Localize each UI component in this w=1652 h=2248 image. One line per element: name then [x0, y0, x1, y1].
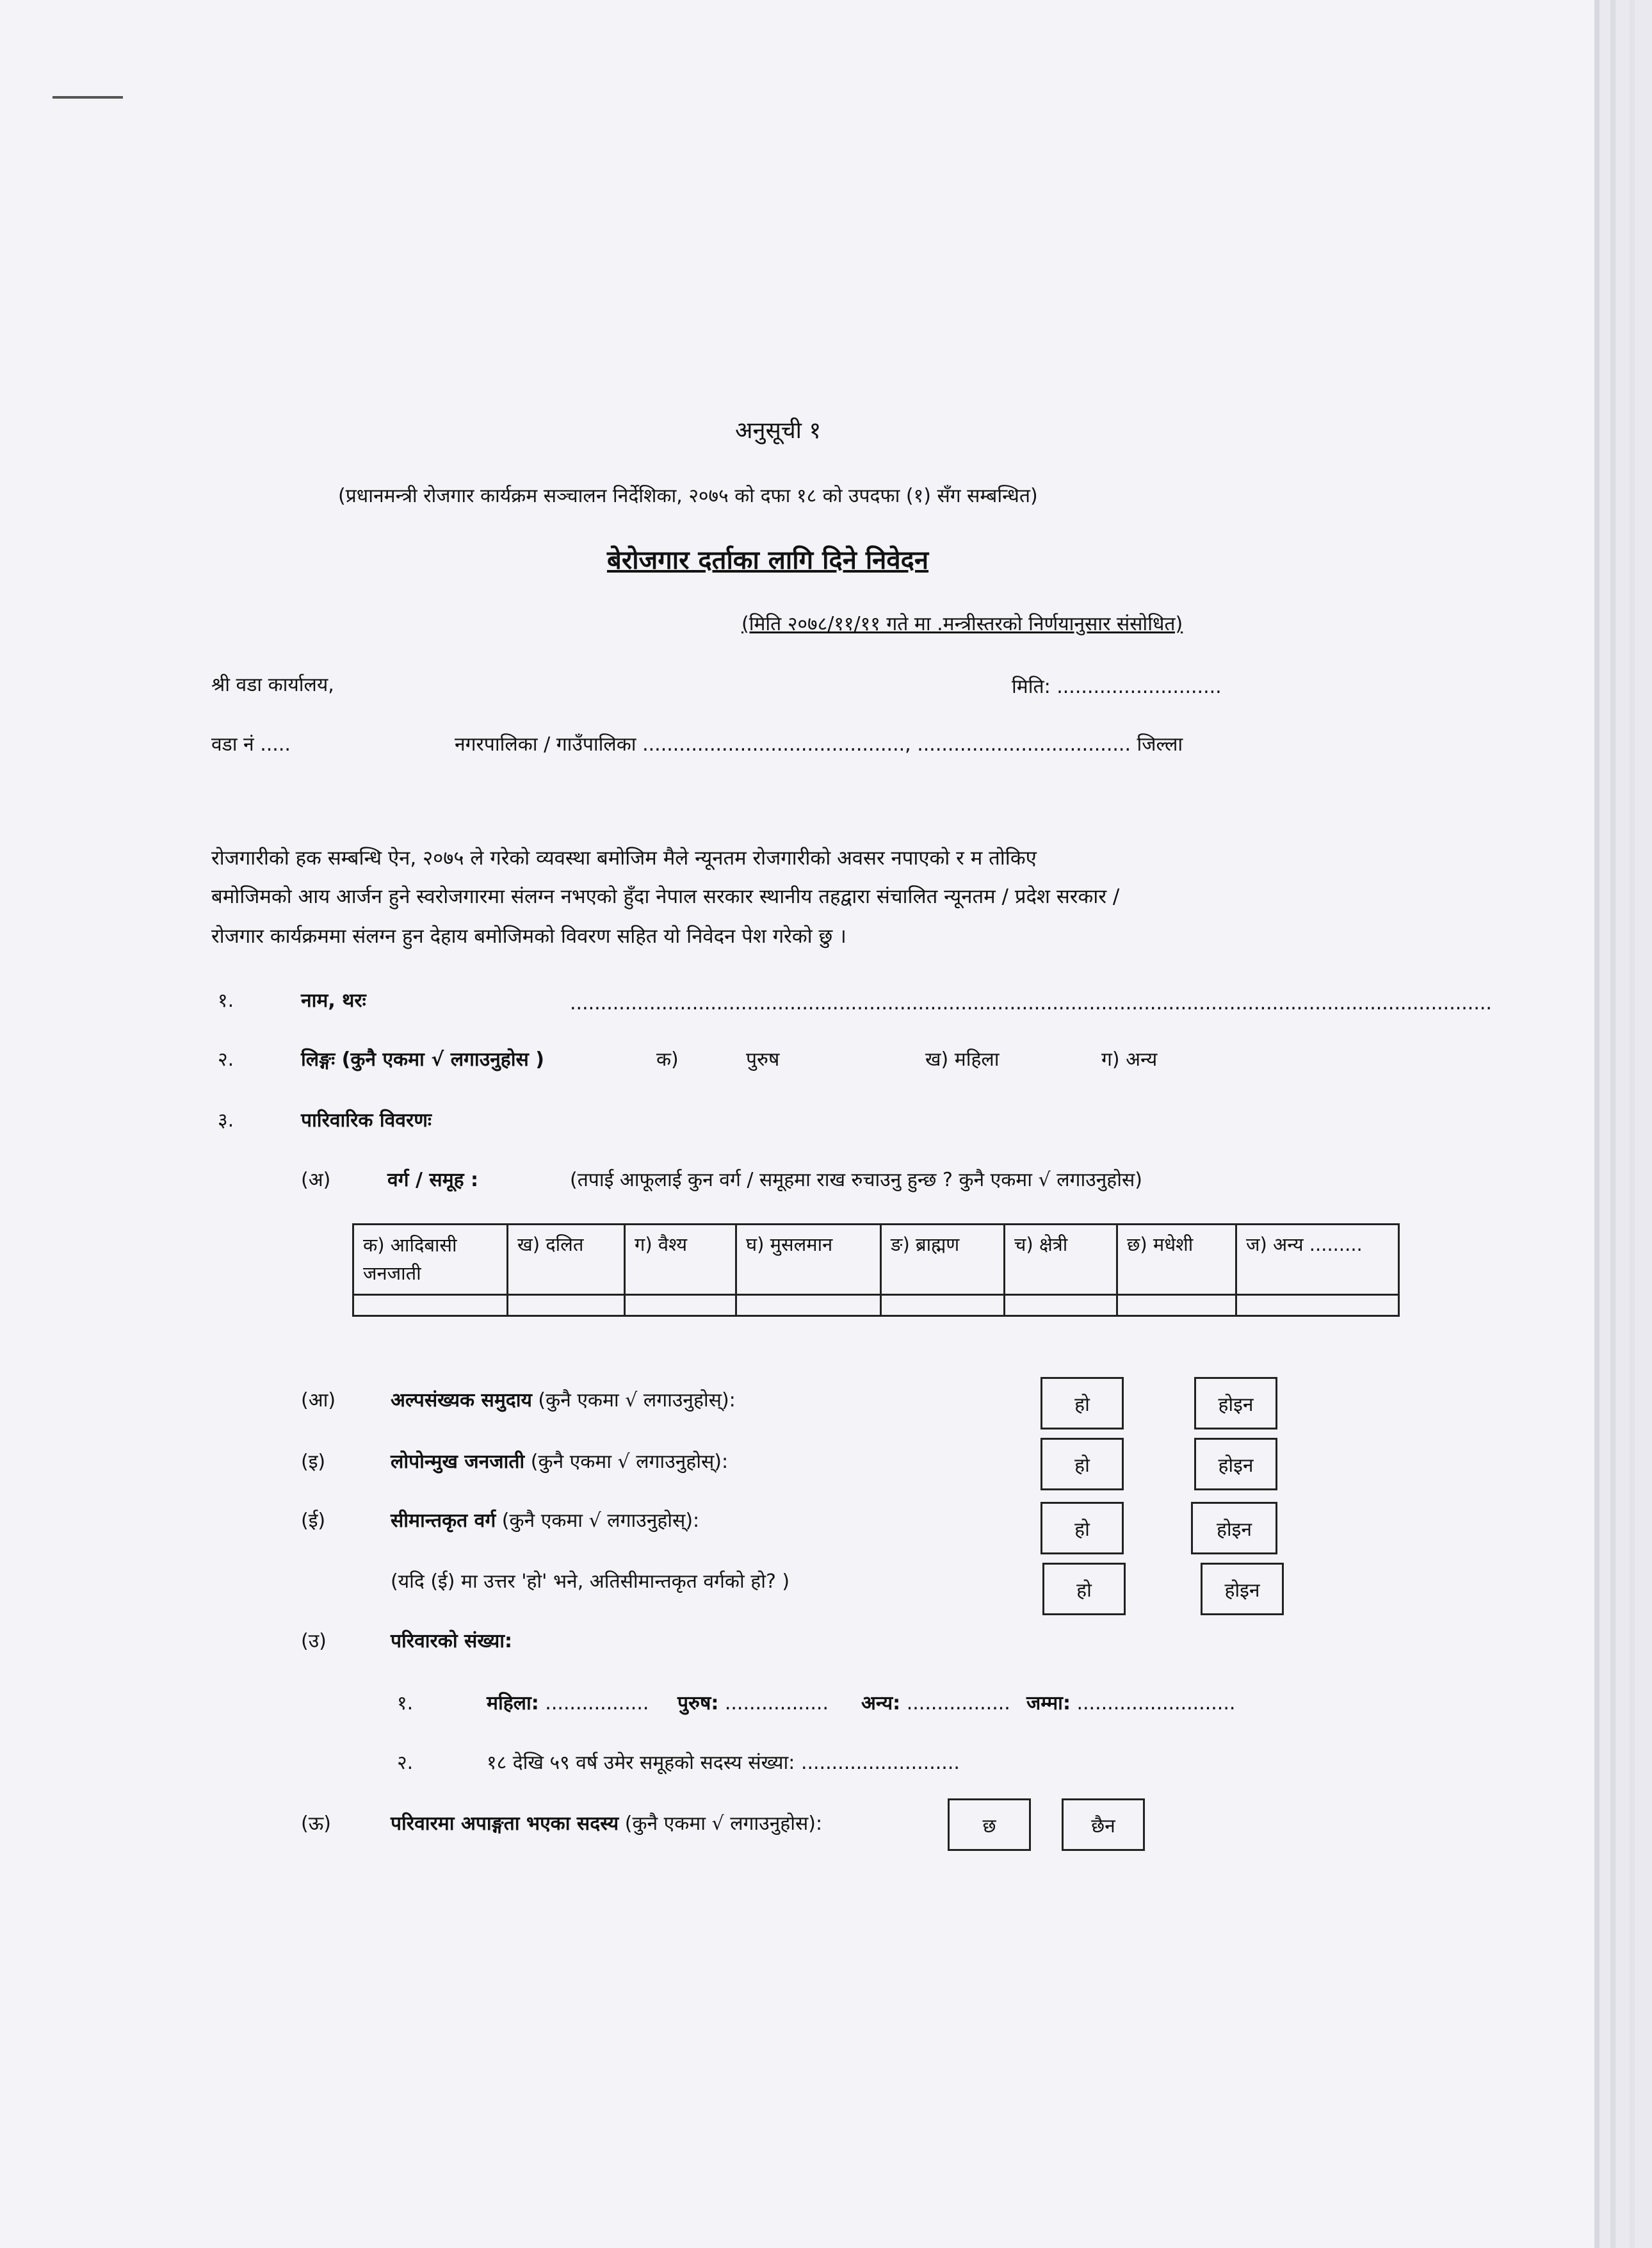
minority-marker: (आ) — [301, 1389, 336, 1412]
office-address: श्री वडा कार्यालय, — [211, 674, 334, 696]
gender-label: लिङ्गः (कुनै एकमा √ लगाउनुहोस ) — [301, 1048, 544, 1071]
male-label: पुरुष: — [677, 1692, 719, 1715]
category-cell-chhetri: च) क्षेत्री — [1005, 1225, 1117, 1295]
minority-question — [391, 1391, 736, 1410]
category-check-cell[interactable] — [1236, 1295, 1399, 1316]
gender-option-female[interactable]: ख) महिला — [925, 1048, 1000, 1071]
category-cell-vaishya: ग) वैश्य — [625, 1225, 736, 1295]
minority-no-box[interactable]: होइन — [1194, 1377, 1277, 1429]
total-input[interactable]: .......................... — [1070, 1692, 1236, 1715]
category-cell-other: ज) अन्य ......... — [1236, 1225, 1399, 1295]
marginalised-label: सीमान्तकृत वर्ग — [391, 1510, 496, 1532]
minority-label: अल्पसंख्यक समुदाय — [391, 1389, 532, 1412]
category-label: वर्ग / समूह : — [387, 1169, 479, 1191]
gender-option-other[interactable]: ग) अन्य — [1101, 1048, 1158, 1071]
reference-line: (प्रधानमन्त्री रोजगार कार्यक्रम सञ्चालन निर्देशिका, २०७५ को दफा १८ को उपदफा (१) सँग सम्बन्धित) — [338, 485, 1038, 507]
paper-edge — [1630, 0, 1635, 2248]
category-check-cell[interactable] — [353, 1295, 508, 1316]
category-check-cell[interactable] — [736, 1295, 881, 1316]
family-number: ३. — [218, 1109, 234, 1132]
highly-marginalised-question: (यदि (ई) मा उत्तर 'हो' भने, अतिसीमान्तकृत वर्गको हो? ) — [391, 1570, 790, 1593]
endangered-marker: (इ) — [301, 1451, 326, 1473]
marginalised-no-box[interactable]: होइन — [1191, 1502, 1277, 1554]
other-label: अन्य: — [861, 1692, 901, 1715]
category-question: (तपाई आफूलाई कुन वर्ग / समूहमा राख रुचाउनु हुन्छ ? कुनै एकमा √ लगाउनुहोस) — [570, 1169, 1142, 1191]
marginalised-marker: (ई) — [301, 1510, 326, 1532]
family-count-male[interactable] — [677, 1694, 829, 1713]
highly-marginalised-no-box[interactable]: होइन — [1201, 1563, 1284, 1615]
category-table — [352, 1223, 1400, 1317]
name-number: १. — [218, 990, 234, 1012]
gender-option-male[interactable]: पुरुष — [746, 1048, 780, 1071]
ward-field[interactable]: वडा नं ..... — [211, 733, 291, 756]
disability-yes-box[interactable]: छ — [948, 1798, 1031, 1851]
endangered-hint: (कुनै एकमा √ लगाउनुहोस्): — [524, 1451, 729, 1473]
schedule-heading: अनुसूची १ — [735, 418, 822, 444]
category-marker: (अ) — [301, 1169, 331, 1191]
marginalised-question — [391, 1511, 699, 1531]
gender-number: २. — [218, 1048, 234, 1071]
category-cell-dalit: ख) दलित — [508, 1225, 625, 1295]
family-count-row2-number: २. — [397, 1752, 414, 1774]
scan-mark — [53, 96, 123, 99]
endangered-label: लोपोन्मुख जनजाती — [391, 1451, 525, 1473]
total-label: जम्मा: — [1026, 1692, 1071, 1715]
endangered-yes-box[interactable]: हो — [1041, 1438, 1124, 1490]
date-field[interactable]: मिति: ........................... — [1012, 676, 1222, 698]
category-check-cell[interactable] — [1005, 1295, 1117, 1316]
paper-edge — [1594, 0, 1599, 2248]
endangered-question — [391, 1453, 728, 1472]
category-check-cell[interactable] — [625, 1295, 736, 1316]
amendment-note: (मिति २०७८/११/११ गते मा .मन्त्रीस्तरको निर्णयानुसार संसोधित) — [741, 613, 1183, 635]
category-check-cell[interactable] — [881, 1295, 1005, 1316]
minority-hint: (कुनै एकमा √ लगाउनुहोस्): — [531, 1389, 736, 1412]
family-count-row1-number: १. — [397, 1692, 414, 1715]
minority-yes-box[interactable]: हो — [1041, 1377, 1124, 1429]
category-check-cell[interactable] — [508, 1295, 625, 1316]
body-line-3: रोजगार कार्यक्रममा संलग्न हुन देहाय बमोजिमको विवरण सहित यो निवेदन पेश गरेको छु । — [211, 925, 846, 948]
family-count-marker: (उ) — [301, 1630, 327, 1652]
family-label: पारिवारिक विवरणः — [301, 1109, 432, 1132]
municipality-field[interactable]: नगरपालिका / गाउँपालिका ..........................................., ................................... जिल्ला — [455, 733, 1183, 756]
endangered-no-box[interactable]: होइन — [1194, 1438, 1277, 1490]
age-group-field[interactable]: १८ देखि ५९ वर्ष उमेर समूहको सदस्य संख्या: .......................... — [487, 1752, 960, 1774]
page-title: बेरोजगार दर्ताका लागि दिने निवेदन — [607, 546, 929, 575]
female-label: महिला: — [487, 1692, 539, 1715]
body-line-2: बमोजिमको आय आर्जन हुने स्वरोजगारमा संलग्न नभएको हुँदा नेपाल सरकार स्थानीय तहद्वारा संचालित न्यूनतम / प्रदेश सरकार / — [211, 885, 1120, 908]
male-input[interactable]: ................. — [718, 1692, 829, 1715]
disability-marker: (ऊ) — [301, 1812, 331, 1835]
name-input[interactable]: ....................................................................................................................................................... — [570, 992, 1492, 1014]
paper-edge — [1610, 0, 1616, 2248]
female-input[interactable]: ................. — [539, 1692, 649, 1715]
family-count-other[interactable] — [861, 1694, 1010, 1713]
category-cell-madhesi: छ) मधेशी — [1117, 1225, 1236, 1295]
other-input[interactable]: ................. — [900, 1692, 1010, 1715]
category-cell-muslim: घ) मुसलमान — [736, 1225, 881, 1295]
marginalised-yes-box[interactable]: हो — [1041, 1502, 1124, 1554]
marginalised-hint: (कुनै एकमा √ लगाउनुहोस्): — [496, 1510, 700, 1532]
category-cell-adivasi: क) आदिबासी जनजाती — [353, 1225, 508, 1295]
disability-no-box[interactable]: छैन — [1062, 1798, 1145, 1851]
category-check-cell[interactable] — [1117, 1295, 1236, 1316]
disability-label: परिवारमा अपाङ्गता भएका सदस्य — [391, 1812, 619, 1835]
family-count-female[interactable] — [487, 1694, 649, 1713]
family-count-label: परिवारको संख्या: — [391, 1630, 513, 1652]
disability-question — [391, 1814, 822, 1834]
family-count-total[interactable] — [1026, 1694, 1235, 1713]
name-label: नाम, थरः — [301, 990, 366, 1012]
gender-option-a-marker: क) — [656, 1048, 679, 1071]
highly-marginalised-yes-box[interactable]: हो — [1042, 1563, 1126, 1615]
body-line-1: रोजगारीको हक सम्बन्धि ऐन, २०७५ ले गरेको व्यवस्था बमोजिम मैले न्यूनतम रोजगारीको अवसर नपाएको र म तोकिए — [211, 847, 1037, 870]
disability-hint: (कुनै एकमा √ लगाउनुहोस): — [619, 1812, 823, 1835]
category-cell-brahmin: ङ) ब्राह्मण — [881, 1225, 1005, 1295]
